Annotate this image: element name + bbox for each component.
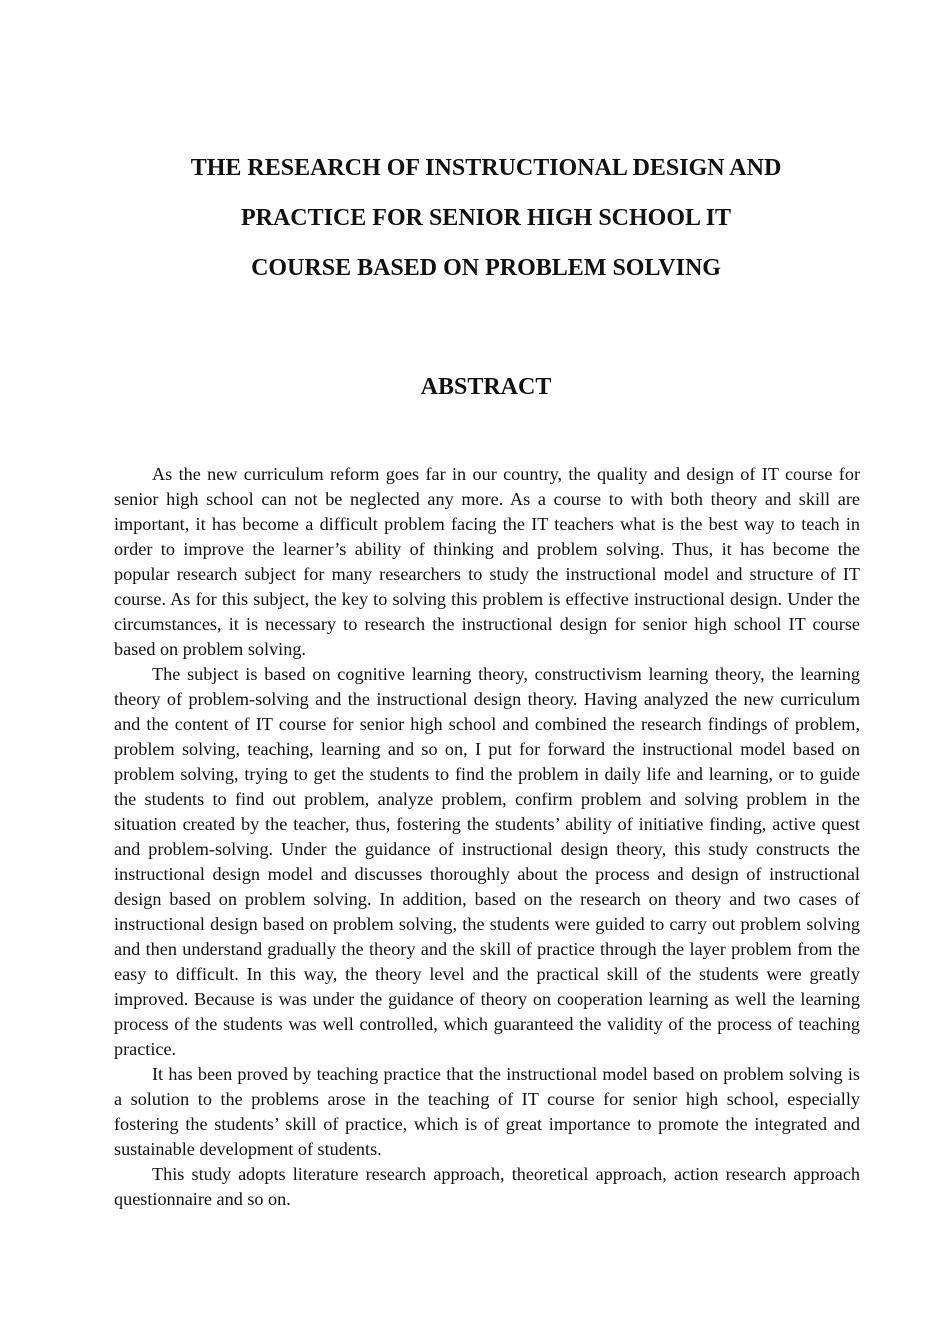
abstract-paragraph: As the new curriculum reform goes far in our country, the quality and design of IT course for senior high school can not be neglected any more. As a course to with both theory and skill are important, it has become a difficult problem facing the IT teachers what is the best way to teach in order to improve the learner’s ability of thinking and problem solving. Thus, it has become the popular research subject for many researchers to study the instructional model and structure of IT course. As for this subject, the key to solving this problem is effective instructional design. Under the circumstances, it is necessary to research the instructional design for senior high school IT course based on problem solving. — [114, 464, 860, 659]
title-line: PRACTICE FOR SENIOR HIGH SCHOOL IT — [240, 205, 732, 231]
document-title — [110, 143, 862, 293]
title-line: COURSE BASED ON PROBLEM SOLVING — [251, 255, 721, 281]
abstract-paragraph: It has been proved by teaching practice that the instructional model based on problem solving is a solution to the problems arose in the teaching of IT course for senior high school, especially fostering the students’ skill of practice, which is of great importance to promote the integrated and sustainable development of students. — [114, 1064, 860, 1159]
abstract-paragraph: This study adopts literature research approach, theoretical approach, action research approach questionnaire and so on. — [114, 1164, 860, 1209]
abstract-body — [114, 462, 860, 1212]
abstract-heading: ABSTRACT — [420, 374, 552, 400]
abstract-paragraph: The subject is based on cognitive learning theory, constructivism learning theory, the learning theory of problem-solving and the instructional design theory. Having analyzed the new curriculum and the content of IT course for senior high school and combined the research findings of problem, problem solving, teaching, learning and so on, I put for forward the instructional model based on problem solving, trying to get the students to find the problem in daily life and learning, or to guide the students to find out problem, analyze problem, confirm problem and solving problem in the situation created by the teacher, thus, fostering the students’ ability of initiative finding, active quest and problem-solving. Under the guidance of instructional design theory, this study constructs the instructional design model and discusses thoroughly about the process and design of instructional design based on problem solving. In addition, based on the research on theory and two cases of instructional design based on problem solving, the students were guided to carry out problem solving and then understand gradually the theory and the skill of practice through the layer problem from the easy to difficult. In this way, the theory level and the practical skill of the students were greatly improved. Because is was under the guidance of theory on cooperation learning as well the learning process of the students was well controlled, which guaranteed the validity of the process of teaching practice. — [114, 664, 860, 1059]
title-line: THE RESEARCH OF INSTRUCTIONAL DESIGN AND — [190, 155, 782, 181]
